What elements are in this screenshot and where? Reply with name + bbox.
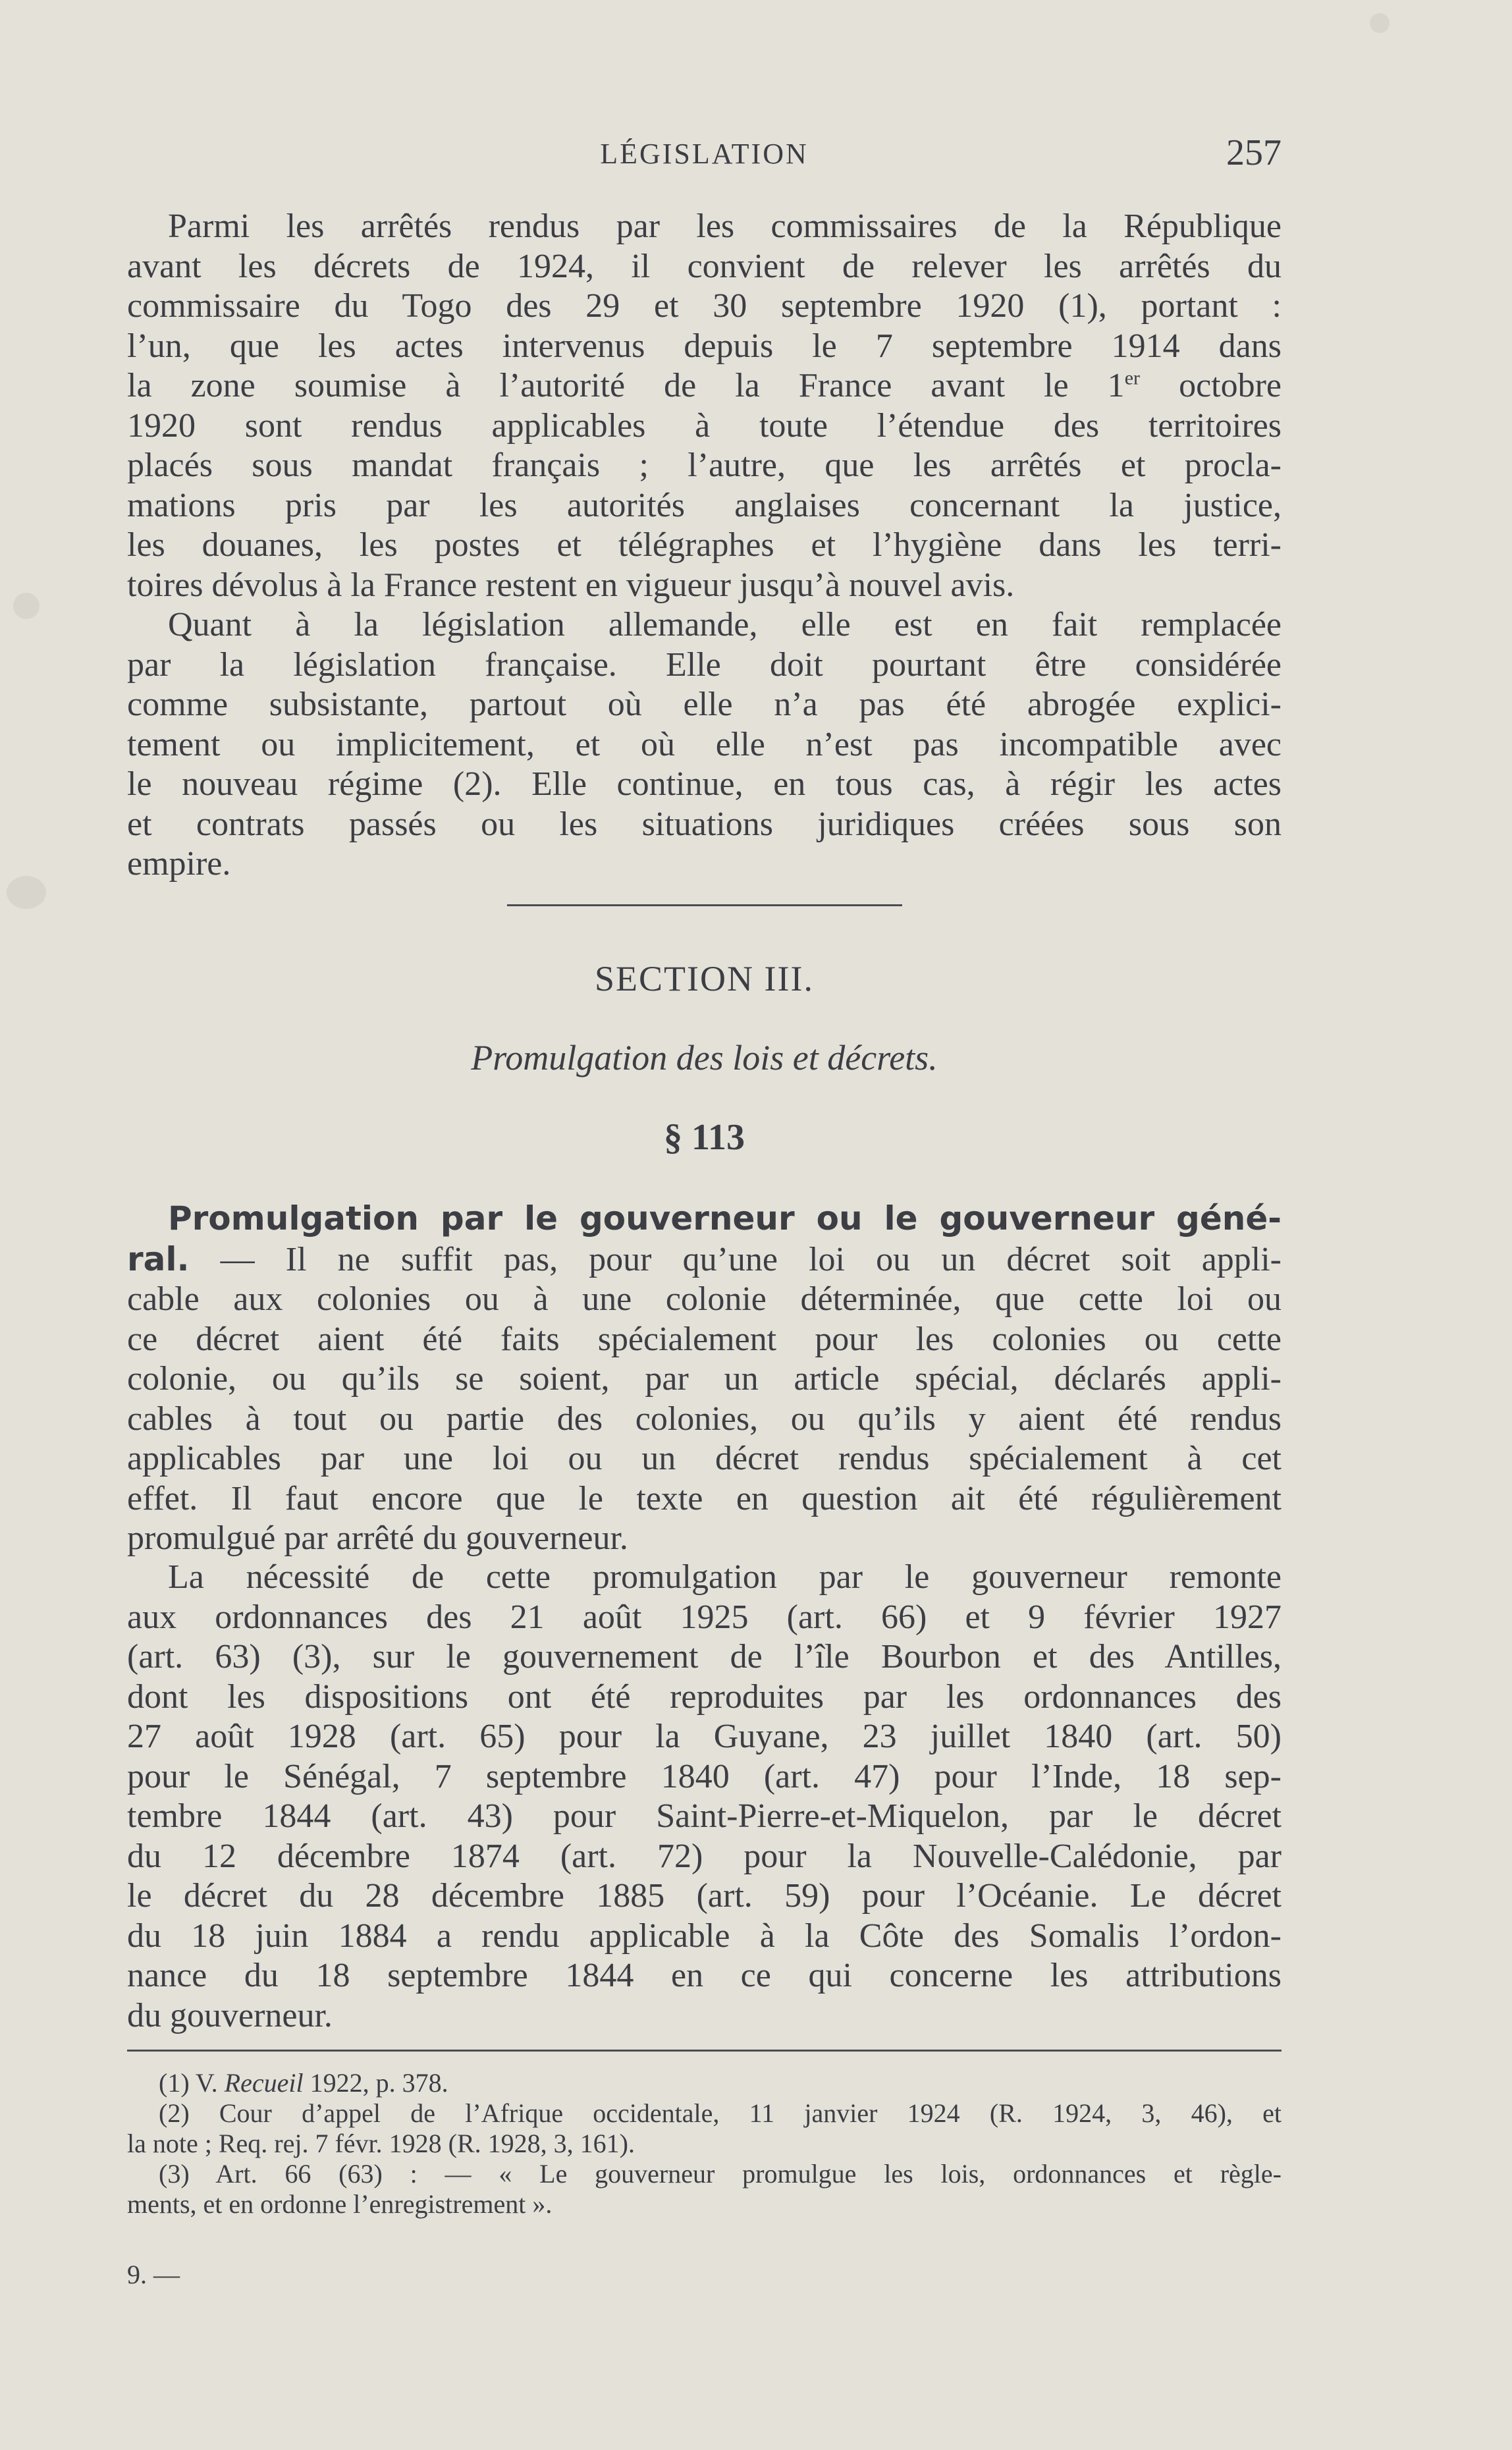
text-line: les douanes, les postes et télégraphes et l’hygiène dans les terri- — [127, 526, 1282, 564]
text-line — [127, 1239, 1282, 1280]
text-line: placés sous mandat français ; l’autre, que les arrêtés et procla- — [127, 447, 1282, 484]
footnote-1 — [127, 2068, 1282, 2098]
text-fragment-italic: Recueil — [224, 2068, 304, 2098]
text-line — [127, 366, 1282, 406]
text-fragment: octobre — [1140, 367, 1282, 404]
text-line: dont les dispositions ont été reproduites par les ordonnances des — [127, 1677, 1282, 1716]
paragraph-number: § 113 — [664, 1117, 745, 1158]
text-line: (art. 63) (3), sur le gouvernement de l’île Bourbon et des Antilles, — [127, 1638, 1282, 1675]
text-fragment: 1922, p. 378. — [303, 2068, 448, 2098]
text-line: par la législation française. Elle doit pourtant être considérée — [127, 645, 1282, 684]
text-line: le décret du 28 décembre 1885 (art. 59) pour l’Océanie. Le décret — [127, 1877, 1282, 1915]
text-line: promulgué par arrêté du gouverneur. — [127, 1519, 628, 1557]
text-line: empire. — [127, 845, 231, 883]
section-title: SECTION III. — [595, 959, 814, 998]
paragraph-4 — [127, 1558, 1282, 2036]
text-fragment: V. — [189, 2068, 225, 2098]
text-line — [127, 1199, 1282, 1239]
text-line: le nouveau régime (2). Elle continue, en tous cas, à régir les actes — [127, 765, 1282, 803]
section-divider — [507, 904, 902, 906]
section-subtitle: Promulgation des lois et décrets. — [471, 1038, 938, 1077]
text-line: et contrats passés ou les situations juridiques créées sous son — [127, 805, 1282, 843]
text-line: 27 août 1928 (art. 65) pour la Guyane, 23 juillet 1840 (art. 50) — [127, 1718, 1282, 1755]
text-line: aux ordonnances des 21 août 1925 (art. 66) et 9 février 1927 — [127, 1598, 1282, 1636]
footnote-3-line: (3) Art. 66 (63) : — « Le gouverneur promulgue les lois, ordonnances et règle- — [159, 2159, 1282, 2189]
footnote-number: (1) — [159, 2068, 190, 2098]
running-head — [127, 132, 1282, 178]
text-line: 1920 sont rendus applicables à toute l’étendue des territoires — [127, 406, 1282, 445]
footnotes — [127, 2068, 1282, 2219]
paragraph-2 — [127, 605, 1282, 885]
footnote-2-line: la note ; Req. rej. 7 févr. 1928 (R. 1928, 3, 161). — [127, 2129, 635, 2158]
ordinal-superscript: er — [1124, 367, 1140, 389]
text-line: effet. Il faut encore que le texte en question ait été régulièrement — [127, 1479, 1282, 1517]
inline-heading: Promulgation par le gouverneur ou le gouverneur géné- — [168, 1199, 1282, 1238]
text-line: cable aux colonies ou à une colonie déterminée, que cette loi ou — [127, 1280, 1282, 1318]
text-line: Quant à la législation allemande, elle est en fait remplacée — [168, 606, 1282, 643]
text-line: applicables par une loi ou un décret rendus spécialement à cet — [127, 1440, 1282, 1477]
text-line: cables à tout ou partie des colonies, ou qu’ils y aient été rendus — [127, 1400, 1282, 1438]
text-line: comme subsistante, partout où elle n’a pas été abrogée explici- — [127, 686, 1282, 723]
printer-signature: 9. — — [127, 2260, 180, 2289]
text-fragment: la zone soumise à l’autorité de la France avant le 1 — [127, 367, 1125, 404]
text-line: colonie, ou qu’ils se soient, par un article spécial, déclarés appli- — [127, 1360, 1282, 1398]
paragraph-1 — [127, 207, 1282, 605]
text-line: du gouverneur. — [127, 1996, 333, 2034]
text-line: du 12 décembre 1874 (art. 72) pour la Nouvelle-Calédonie, par — [127, 1837, 1282, 1875]
text-line: tement ou implicitement, et où elle n’est pas incompatible avec — [127, 725, 1282, 763]
text-line: nance du 18 septembre 1844 en ce qui concerne les attributions — [127, 1957, 1282, 1994]
text-line: tembre 1844 (art. 43) pour Saint-Pierre-et-Miquelon, par le décret — [127, 1797, 1282, 1835]
footnote-2-line: (2) Cour d’appel de l’Afrique occidentale, 11 janvier 1924 (R. 1924, 3, 46), et — [159, 2098, 1282, 2128]
text-line: pour le Sénégal, 7 septembre 1840 (art. 47) pour l’Inde, 18 sep- — [127, 1757, 1282, 1795]
text-line: Parmi les arrêtés rendus par les commissaires de la République — [168, 207, 1282, 245]
footnote-3-line: ments, et en ordonne l’enregistrement ». — [127, 2189, 553, 2219]
paragraph-3 — [127, 1199, 1282, 1559]
footnote-rule — [127, 2050, 1282, 2052]
page-number: 257 — [1226, 132, 1282, 173]
text-fragment: — Il ne suffit pas, pour qu’une loi ou un décret soit appli- — [189, 1240, 1282, 1278]
text-line: l’un, que les actes intervenus depuis le 7 septembre 1914 dans — [127, 327, 1282, 365]
text-line: du 18 juin 1884 a rendu applicable à la Côte des Somalis l’ordon- — [127, 1917, 1282, 1955]
text-line: avant les décrets de 1924, il convient de relever les arrêtés du — [127, 247, 1282, 285]
running-title: LÉGISLATION — [600, 138, 809, 170]
text-line: La nécessité de cette promulgation par le gouverneur remonte — [168, 1558, 1282, 1596]
text-line: toires dévolus à la France restent en vigueur jusqu’à nouvel avis. — [127, 566, 1015, 604]
text-line: commissaire du Togo des 29 et 30 septembre 1920 (1), portant : — [127, 287, 1282, 325]
inline-heading-end: ral. — [127, 1239, 190, 1278]
text-line: ce décret aient été faits spécialement pour les colonies ou cette — [127, 1320, 1282, 1358]
text-line: mations pris par les autorités anglaises concernant la justice, — [127, 486, 1282, 524]
